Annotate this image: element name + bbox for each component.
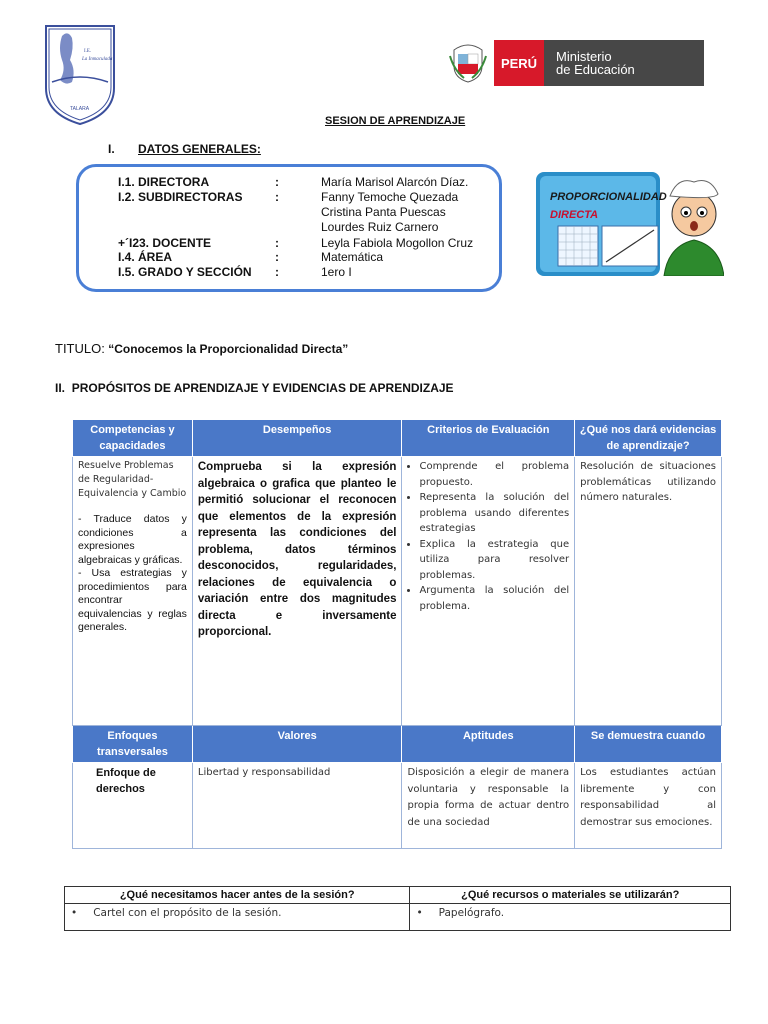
bullet-icon: • bbox=[71, 907, 78, 919]
general-data-colon: : bbox=[275, 175, 279, 189]
header-competencias: Competencias y capacidades bbox=[73, 420, 193, 457]
table-header-row bbox=[65, 887, 731, 904]
competencia-text: Resuelve Problemas de Regularidad-Equivalencia y Cambio bbox=[78, 460, 187, 499]
capacidad-2: - Usa estrategias y procedimientos para encontrar equivalencias y reglas generales. bbox=[78, 567, 187, 633]
evidencia-text: Resolución de situaciones problemáticas utilizando número naturales. bbox=[580, 461, 716, 503]
criterios-list bbox=[407, 459, 569, 614]
header-enfoques: Enfoques transversales bbox=[73, 726, 193, 763]
prep-item: Cartel con el propósito de la sesión. bbox=[93, 907, 282, 919]
capacidad-1: - Traduce datos y condiciones a expresiones algebraicas y gráficas. bbox=[78, 513, 187, 566]
criterio-item: • Comprende el problema propuesto. bbox=[419, 459, 569, 490]
header-evidencias: ¿Qué nos dará evidencias de aprendizaje? bbox=[575, 420, 722, 457]
enfoque-text: Enfoque de derechos bbox=[96, 767, 156, 795]
general-data-value: Matemática bbox=[321, 250, 384, 264]
table-row bbox=[73, 457, 722, 726]
lesson-title-sep: : bbox=[101, 341, 105, 356]
general-data-value: Lourdes Ruiz Carnero bbox=[321, 220, 439, 234]
table-row bbox=[73, 763, 722, 849]
general-data-colon: : bbox=[275, 265, 279, 279]
criterio-item: • Representa la solución del problema usando diferentes estrategias bbox=[419, 490, 569, 537]
general-data-label: +´I23. DOCENTE bbox=[118, 236, 212, 250]
header-recursos: ¿Qué recursos o materiales se utilizarán? bbox=[410, 887, 731, 904]
section-1-heading bbox=[108, 142, 261, 156]
resource-item: Papelógrafo. bbox=[438, 907, 505, 919]
school-logo-line2: La Inmaculada bbox=[82, 57, 113, 62]
desempeno-cell bbox=[192, 457, 402, 726]
section-2-label: PROPÓSITOS DE APRENDIZAJE Y EVIDENCIAS DE APRENDIZAJE bbox=[71, 381, 454, 395]
header-demuestra: Se demuestra cuando bbox=[575, 726, 722, 763]
valores-text: Libertad y responsabilidad bbox=[197, 767, 331, 778]
header-criterios: Criterios de Evaluación bbox=[402, 420, 575, 457]
general-data-label: I.1. DIRECTORA bbox=[118, 175, 210, 189]
desempeno-text: Comprueba si la expresión algebraica o grafica que planteo le permitió solucionar el reconocen que elementos de la expresión representa las condiciones del problema, datos términos desconocidos, regularidades, relaciones de equivalencia o variación entre dos magnitudes directa e inversamente proporcional. bbox=[197, 461, 397, 638]
general-data-value: María Marisol Alarcón Díaz. bbox=[321, 175, 469, 189]
peru-shield-icon bbox=[448, 42, 488, 84]
ministry-line1: Ministerio bbox=[556, 49, 612, 64]
section-1-label: DATOS GENERALES: bbox=[138, 142, 261, 156]
section-2-heading bbox=[55, 381, 454, 395]
criterios-cell bbox=[402, 457, 575, 726]
proportionality-illustration bbox=[536, 172, 724, 276]
general-data-value: Fanny Temoche Quezada bbox=[321, 190, 459, 204]
general-data-label: I.5. GRADO Y SECCIÓN bbox=[118, 265, 252, 279]
header-valores: Valores bbox=[192, 726, 402, 763]
table-row bbox=[65, 904, 731, 931]
peru-label: PERÚ bbox=[494, 40, 544, 86]
criterio-item: • Explica la estrategia que utiliza para resolver problemas. bbox=[419, 537, 569, 584]
lesson-title-text: “Conocemos la Proporcionalidad Directa” bbox=[108, 342, 349, 356]
school-logo-line1: I.E. bbox=[84, 49, 92, 54]
table-header-row bbox=[73, 420, 722, 457]
ministry-logo bbox=[448, 40, 704, 86]
purposes-table bbox=[72, 419, 722, 849]
general-data-value: 1ero I bbox=[321, 265, 352, 279]
general-data-label: I.4. ÁREA bbox=[118, 250, 173, 264]
table-header-row-2 bbox=[73, 726, 722, 763]
illustration-title-1: PROPORCIONALIDAD bbox=[550, 191, 667, 203]
section-2-number: II. bbox=[55, 381, 66, 395]
ministry-label bbox=[544, 40, 704, 86]
header-aptitudes: Aptitudes bbox=[402, 726, 575, 763]
competencias-cell bbox=[73, 457, 193, 726]
header-antes-sesion: ¿Qué necesitamos hacer antes de la sesión? bbox=[65, 887, 410, 904]
bullet-icon: • bbox=[416, 907, 423, 919]
ministry-line2: de Educación bbox=[556, 62, 635, 77]
lesson-title-label: TITULO bbox=[55, 341, 102, 356]
general-data-label: I.2. SUBDIRECTORAS bbox=[118, 190, 243, 204]
illustration-title-2: DIRECTA bbox=[550, 209, 599, 221]
table-cell bbox=[410, 904, 731, 931]
school-logo bbox=[42, 22, 118, 126]
general-data-value: Leyla Fabiola Mogollon Cruz bbox=[321, 236, 474, 250]
demuestra-text: Los estudiantes actúan libremente y con responsabilidad al demostrar sus emociones. bbox=[580, 767, 716, 828]
aptitudes-text: Disposición a elegir de manera voluntaria y responsable la propia forma de actuar dentro de una sociedad bbox=[407, 767, 570, 828]
general-data-value: Cristina Panta Puescas bbox=[321, 205, 446, 219]
criterio-item: • Argumenta la solución del problema. bbox=[419, 583, 569, 614]
aptitudes-cell bbox=[402, 763, 575, 849]
section-1-number: I. bbox=[108, 142, 115, 156]
table-cell bbox=[65, 904, 410, 931]
general-data-colon: : bbox=[275, 236, 279, 250]
document-title: SESION DE APRENDIZAJE bbox=[325, 115, 466, 127]
demuestra-cell bbox=[575, 763, 722, 849]
header-desempenos: Desempeños bbox=[192, 420, 402, 457]
lesson-title bbox=[55, 341, 348, 356]
evidencia-cell bbox=[575, 457, 722, 726]
valores-cell bbox=[192, 763, 402, 849]
school-logo-line3: TALARA bbox=[70, 106, 90, 112]
enfoque-cell bbox=[73, 763, 193, 849]
general-data-colon: : bbox=[275, 190, 279, 204]
preparation-table bbox=[64, 886, 731, 931]
general-data-colon: : bbox=[275, 250, 279, 264]
